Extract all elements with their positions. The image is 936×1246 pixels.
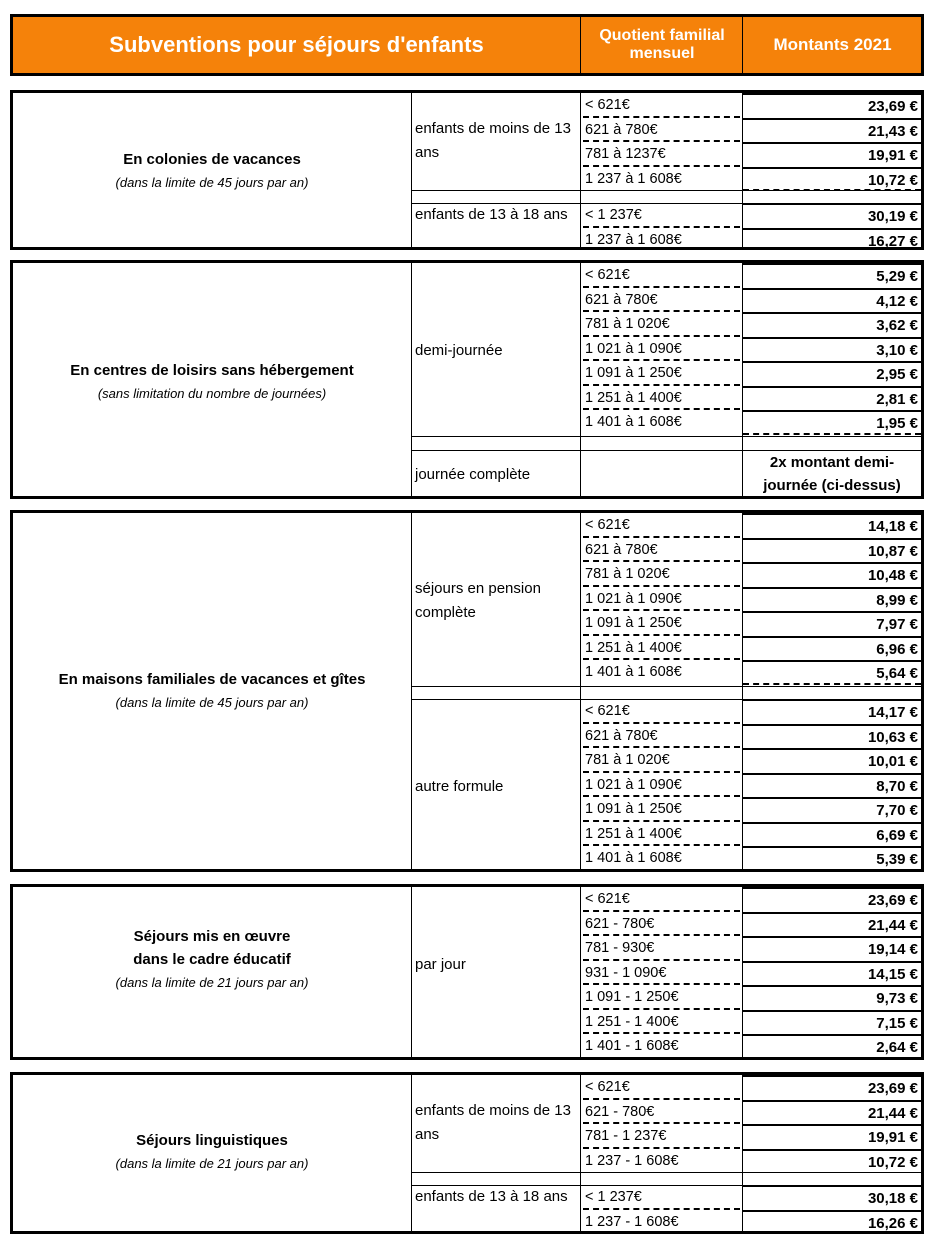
amount-value: 9,73 € [743,985,921,1010]
amount-value: 3,10 € [743,337,921,362]
section-title-maisons-text: En maisons familiales de vacances et gîtes [58,671,366,688]
amount-value: 16,26 € [743,1210,921,1235]
amount-value: 21,44 € [743,912,921,937]
quotient-range: < 621€ [583,93,740,118]
section-subtitle-loisirs: (sans limitation du nombre de journées) [97,386,327,401]
amount-value: 7,15 € [743,1010,921,1035]
quotient-range: 621 à 780€ [583,118,740,143]
amount-value: 23,69 € [743,1075,921,1100]
amount-value: 23,69 € [743,93,921,118]
quotient-range: 621 à 780€ [583,288,740,313]
category-label: par jour [415,956,466,973]
amount-value: 30,18 € [743,1185,921,1210]
quotient-range: < 621€ [583,513,740,538]
amount-value: 23,69 € [743,887,921,912]
quotient-range: 1 401 - 1 608€ [585,1038,679,1054]
section-title-loisirs [13,359,411,405]
category-label: demi-journée [415,342,503,359]
category-label: enfants de 13 à 18 ans [415,1188,568,1205]
category-label: journée complète [415,466,531,483]
amount-value: 14,15 € [743,961,921,986]
quotient-range: 621 - 780€ [583,1100,740,1125]
amount-value: 14,18 € [743,513,921,538]
quotient-range: < 1 237€ [583,203,740,228]
amount-value: 19,91 € [743,142,921,167]
amount-value: 19,91 € [743,1124,921,1149]
amount-value: 10,72 € [743,167,921,192]
quotient-range: 1 237 - 1 608€ [585,1152,679,1169]
quotient-range: 1 237 à 1 608€ [585,170,682,187]
quotient-range: 621 - 780€ [583,912,740,937]
amount-value: 8,99 € [743,587,921,612]
category-label: enfants de 13 à 18 ans [415,206,568,223]
section-colonies [10,90,924,250]
section-title-colonies [13,148,411,194]
quotient-range: < 1 237€ [583,1185,740,1210]
amount-value: 6,96 € [743,636,921,661]
section-title-linguistiques-text: Séjours linguistiques [136,1132,288,1149]
amount-value: 10,72 € [743,1149,921,1174]
amount-value: 30,19 € [743,203,921,228]
section-title-educatif [13,925,411,994]
amount-value: 4,12 € [743,288,921,313]
quotient-range: 1 021 à 1 090€ [583,773,740,798]
quotient-range: 931 - 1 090€ [583,961,740,986]
quotient-range: 781 - 930€ [583,936,740,961]
section-subtitle-maisons: (dans la limite de 45 jours par an) [115,695,309,710]
quotient-range: 781 à 1237€ [583,142,740,167]
category-label: enfants de moins de 13 ans [415,120,571,161]
quotient-range: 1 251 à 1 400€ [583,386,740,411]
amount-value: 2,64 € [743,1034,921,1059]
quotient-range: 1 237 - 1 608€ [585,1213,679,1230]
quotient-range: < 621€ [583,699,740,724]
quotient-range: 1 091 à 1 250€ [583,361,740,386]
quotient-range: 1 021 à 1 090€ [583,337,740,362]
section-loisirs [10,260,924,499]
quotient-range: 1 091 - 1 250€ [583,985,740,1010]
amount-value: 10,48 € [743,562,921,587]
amount-value: 5,39 € [743,846,921,871]
section-title-maisons [13,668,411,714]
amount-value: 14,17 € [743,699,921,724]
category-label: autre formule [415,778,504,795]
quotient-range: 1 401 à 1 608€ [585,664,682,680]
amount-special-line2: journée (ci-dessus) [763,477,901,494]
amount-value: 3,62 € [743,312,921,337]
quotient-range: 1 251 à 1 400€ [583,636,740,661]
section-subtitle-linguistiques: (dans la limite de 21 jours par an) [115,1156,309,1171]
amount-value: 5,64 € [743,660,921,685]
quotient-range: < 621€ [583,887,740,912]
quotient-range: 1 251 - 1 400€ [583,1010,740,1035]
amount-value: 2,95 € [743,361,921,386]
section-educatif [10,884,924,1060]
section-title-loisirs-text: En centres de loisirs sans hébergement [70,362,354,379]
amount-value: 1,95 € [743,410,921,435]
amount-value: 7,70 € [743,797,921,822]
section-title-linguistiques [13,1129,411,1175]
section-subtitle-educatif: (dans la limite de 21 jours par an) [115,975,309,990]
section-subtitle-colonies: (dans la limite de 45 jours par an) [115,175,309,190]
amount-value: 21,43 € [743,118,921,143]
amount-value: 6,69 € [743,822,921,847]
quotient-range: 1 237 à 1 608€ [585,231,682,248]
amount-value: 10,87 € [743,538,921,563]
amount-value: 7,97 € [743,611,921,636]
quotient-range: 781 à 1 020€ [583,312,740,337]
column-header-amount: Montants 2021 [742,17,922,73]
amount-value: 8,70 € [743,773,921,798]
category-label: séjours en pension complète [415,580,541,621]
column-header-quotient-line2: mensuel [629,45,695,62]
quotient-range: < 621€ [583,1075,740,1100]
quotient-range: 781 - 1 237€ [583,1124,740,1149]
quotient-range: 1 401 à 1 608€ [585,850,682,866]
section-linguistiques [10,1072,924,1234]
quotient-range: 1 251 à 1 400€ [583,822,740,847]
amount-value: 10,01 € [743,748,921,773]
section-maisons [10,510,924,872]
category-label: enfants de moins de 13 ans [415,1102,571,1143]
table-title: Subventions pour séjours d'enfants [109,32,484,57]
quotient-range: 621 à 780€ [583,724,740,749]
quotient-range: 1 021 à 1 090€ [583,587,740,612]
quotient-range: < 621€ [583,263,740,288]
amount-value: 2,81 € [743,386,921,411]
amount-value: 16,27 € [743,228,921,253]
column-header-quotient-line1: Quotient familial [599,27,725,44]
quotient-range: 1 091 à 1 250€ [583,797,740,822]
section-title-colonies-text: En colonies de vacances [123,151,301,168]
amount-value: 10,63 € [743,724,921,749]
table-header [10,14,924,76]
amount-value: 19,14 € [743,936,921,961]
amount-value: 5,29 € [743,263,921,288]
section-title-educatif-line2: dans le cadre éducatif [133,951,291,968]
amount-value: 21,44 € [743,1100,921,1125]
section-title-educatif-line1: Séjours mis en œuvre [133,928,291,945]
quotient-range: 781 à 1 020€ [583,562,740,587]
quotient-range: 1 401 à 1 608€ [585,414,682,430]
quotient-range: 1 091 à 1 250€ [583,611,740,636]
quotient-range: 781 à 1 020€ [583,748,740,773]
amount-special [743,451,921,497]
column-header-quotient [580,17,743,73]
quotient-range: 621 à 780€ [583,538,740,563]
amount-special-line1: 2x montant demi- [769,454,895,471]
